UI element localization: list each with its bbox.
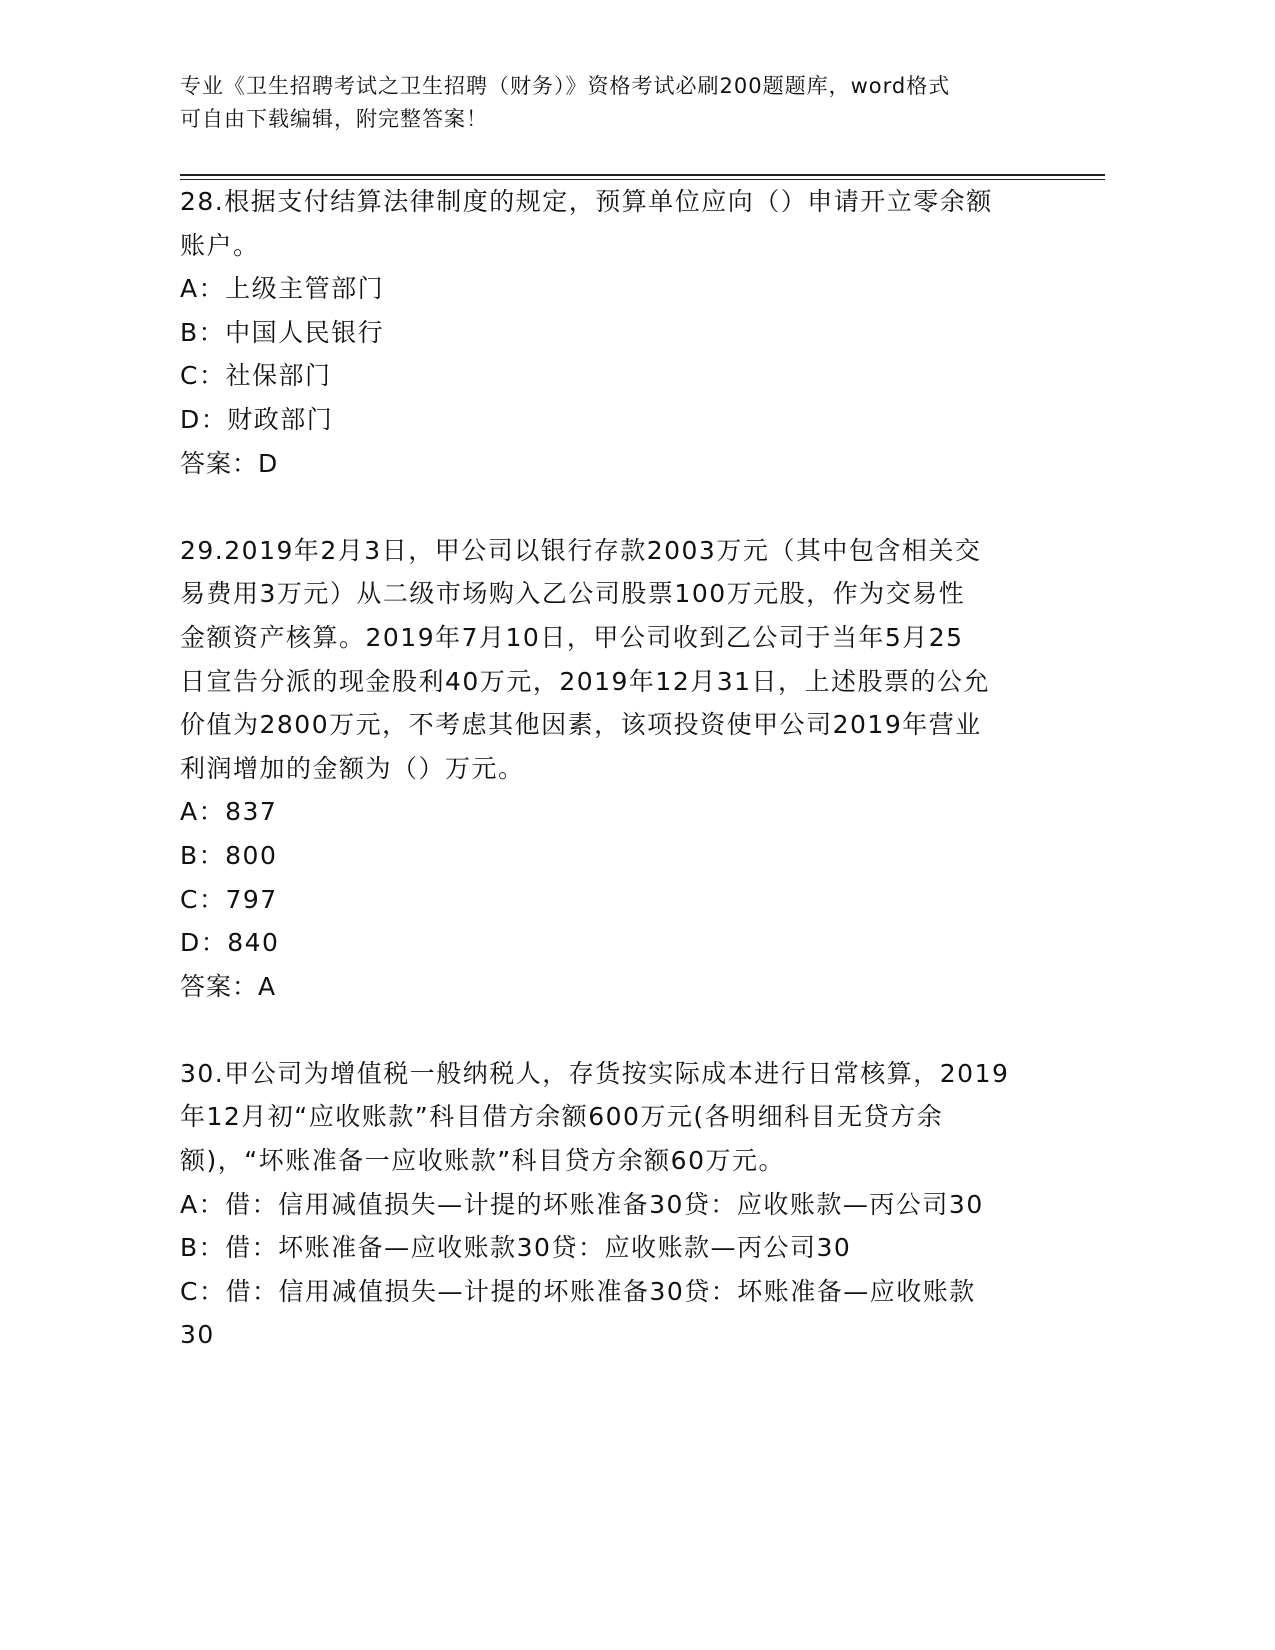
- question-30: [180, 1052, 1050, 1357]
- option-b: B：中国人民银行: [180, 317, 385, 347]
- question-spacer: [180, 485, 1050, 529]
- option-d: D：840: [180, 928, 280, 958]
- header-divider-thick: [180, 174, 1105, 176]
- header-line-1: 专业《卫生招聘考试之卫生招聘（财务）》资格考试必刷200题题库，word格式: [180, 74, 951, 98]
- option-b: B：借：坏账准备—应收账款30贷：应收账款—丙公司30: [180, 1233, 852, 1263]
- document-header: [180, 70, 1060, 136]
- question-29: [180, 529, 1050, 1009]
- answer-line: 答案：D: [180, 448, 279, 478]
- option-c: C：797: [180, 884, 278, 914]
- option-d: D：财政部门: [180, 404, 334, 434]
- header-line-2: 可自由下载编辑，附完整答案！: [180, 107, 488, 131]
- question-28: [180, 180, 1050, 485]
- question-stem: 30.甲公司为增值税一般纳税人，存货按实际成本进行日常核算，2019 年12月初“应收账款”科目借方余额600万元(各明细科目无贷方余 额)，“坏账准备一应收账款”科目贷方余额60万元。: [180, 1058, 1010, 1176]
- option-a: A：837: [180, 797, 278, 827]
- option-b: B：800: [180, 840, 278, 870]
- option-c: C：社保部门: [180, 361, 332, 391]
- option-a: A：借：信用减值损失—计提的坏账准备30贷：应收账款—丙公司30: [180, 1189, 984, 1219]
- option-c: C：借：信用减值损失—计提的坏账准备30贷：坏账准备—应收账款 30: [180, 1276, 976, 1350]
- question-stem: 29.2019年2月3日，甲公司以银行存款2003万元（其中包含相关交 易费用3万元）从二级市场购入乙公司股票100万元股，作为交易性 金额资产核算。2019年7月10日，甲公司收到乙公司于当年5月25 日宣告分派的现金股利40万元，2019年12月31日，上述股票的公允 价值为2800万元，不考虑其他因素，该项投资使甲公司2019年营业 利润增加的金额为（）万元。: [180, 535, 991, 783]
- answer-line: 答案：A: [180, 971, 277, 1001]
- question-stem: 28.根据支付结算法律制度的规定，预算单位应向（）申请开立零余额 账户。: [180, 187, 993, 260]
- question-spacer: [180, 1008, 1050, 1052]
- question-list: [180, 180, 1050, 1357]
- option-a: A：上级主管部门: [180, 274, 385, 304]
